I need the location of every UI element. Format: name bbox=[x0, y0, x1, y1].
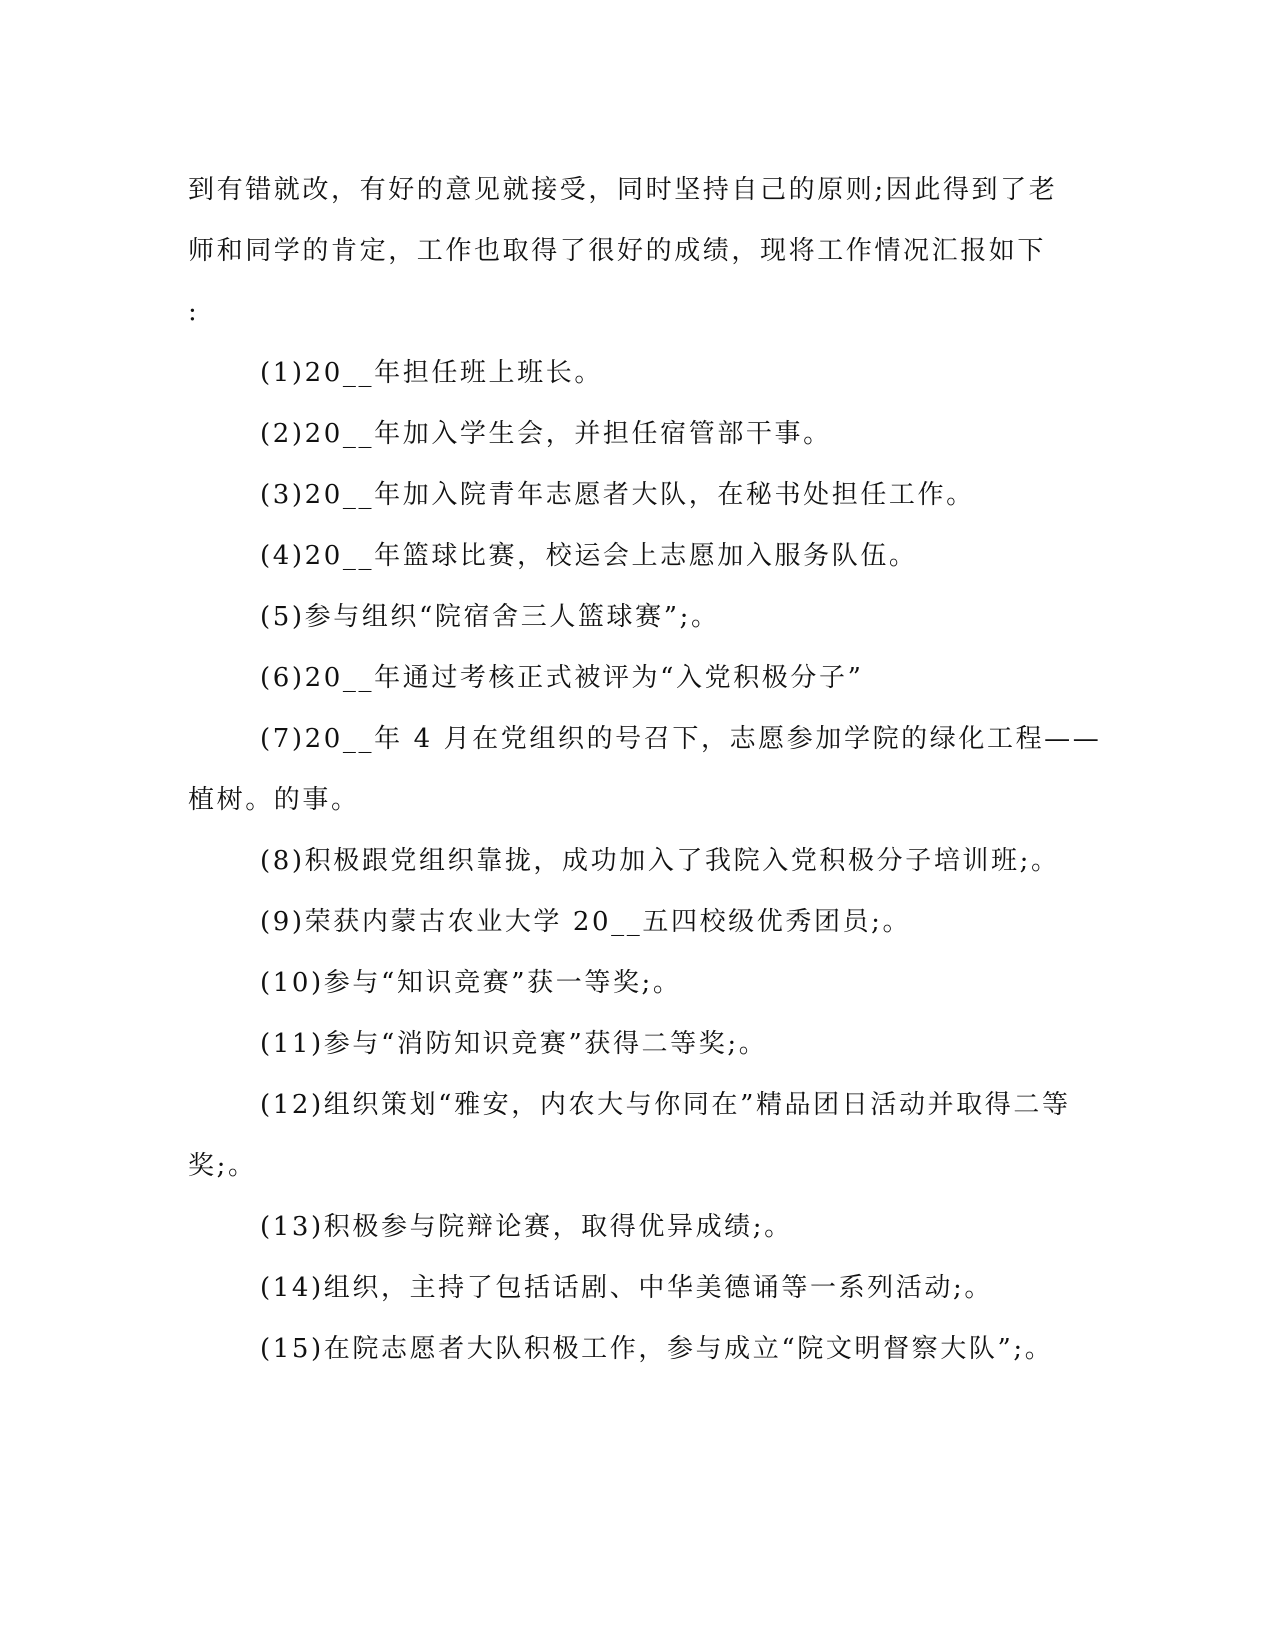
list-item-9: (9)荣获内蒙古农业大学 20__五四校级优秀团员;。 bbox=[260, 907, 912, 937]
list-item-1: (1)20__年担任班上班长。 bbox=[260, 358, 603, 388]
intro-line-3: : bbox=[188, 297, 200, 327]
document-body bbox=[188, 160, 1102, 1380]
list-item-8: (8)积极跟党组织靠拢，成功加入了我院入党积极分子培训班;。 bbox=[260, 846, 1060, 876]
list-item-5: (5)参与组织“院宿舍三人篮球赛”;。 bbox=[260, 602, 720, 632]
intro-line-1: 到有错就改，有好的意见就接受，同时坚持自己的原则;因此得到了老 bbox=[188, 175, 1058, 205]
list-item-6: (6)20__年通过考核正式被评为“入党积极分子” bbox=[260, 663, 864, 693]
list-item-3: (3)20__年加入院青年志愿者大队，在秘书处担任工作。 bbox=[260, 480, 975, 510]
list-item-12-continued: 奖;。 bbox=[188, 1151, 257, 1181]
list-item-13: (13)积极参与院辩论赛，取得优异成绩;。 bbox=[260, 1212, 793, 1242]
list-item-7-continued: 植树。的事。 bbox=[188, 785, 360, 815]
list-item-11: (11)参与“消防知识竞赛”获得二等奖;。 bbox=[260, 1029, 768, 1059]
intro-line-2: 师和同学的肯定，工作也取得了很好的成绩，现将工作情况汇报如下 bbox=[188, 236, 1047, 266]
list-item-15: (15)在院志愿者大队积极工作，参与成立“院文明督察大队”;。 bbox=[260, 1334, 1054, 1364]
list-item-14: (14)组织，主持了包括话剧、中华美德诵等一系列活动;。 bbox=[260, 1273, 993, 1303]
list-item-2: (2)20__年加入学生会，并担任宿管部干事。 bbox=[260, 419, 832, 449]
list-item-4: (4)20__年篮球比赛，校运会上志愿加入服务队伍。 bbox=[260, 541, 918, 571]
list-item-12: (12)组织策划“雅安，内农大与你同在”精品团日活动并取得二等 bbox=[260, 1090, 1071, 1120]
list-item-10: (10)参与“知识竞赛”获一等奖;。 bbox=[260, 968, 682, 998]
list-item-7: (7)20__年 4 月在党组织的号召下，志愿参加学院的绿化工程—— bbox=[260, 724, 1102, 754]
